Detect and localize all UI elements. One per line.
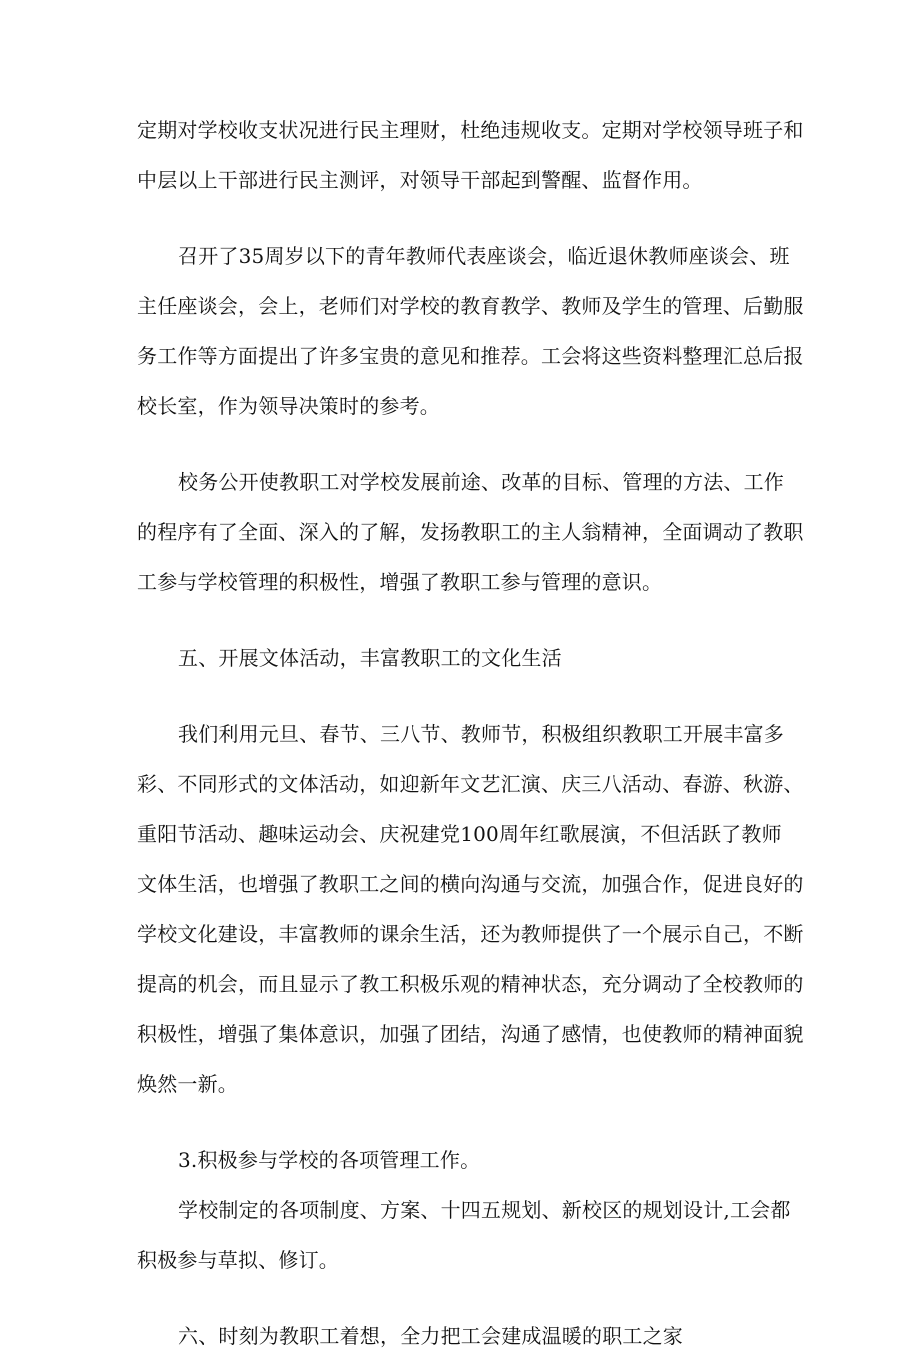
- text-line: 我们利用元旦、春节、三八节、教师节，积极组织教职工开展丰富多: [178, 722, 784, 746]
- text-line: 提高的机会，而且显示了教工积极乐观的精神状态，充分调动了全校教师的: [137, 972, 804, 996]
- text-line: 中层以上干部进行民主测评，对领导干部起到警醒、监督作用。: [137, 168, 703, 192]
- text-line: 积极性，增强了集体意识，加强了团结，沟通了感情，也使教师的精神面貌: [137, 1022, 804, 1046]
- section-heading: 六、时刻为教职工着想，全力把工会建成温暖的职工之家: [178, 1324, 683, 1348]
- text-line: 校长室，作为领导决策时的参考。: [137, 394, 440, 418]
- text-line: 积极参与草拟、修订。: [137, 1248, 339, 1272]
- text-line: 重阳节活动、趣味运动会、庆祝建党100周年红歌展演，不但活跃了教师: [137, 822, 782, 846]
- text-line: 焕然一新。: [137, 1072, 238, 1096]
- text-line: 彩、不同形式的文体活动，如迎新年文艺汇演、庆三八活动、春游、秋游、: [137, 772, 804, 796]
- text-line: 工参与学校管理的积极性，增强了教职工参与管理的意识。: [137, 570, 663, 594]
- text-line: 学校制定的各项制度、方案、十四五规划、新校区的规划设计,工会都: [178, 1198, 791, 1222]
- text-line: 定期对学校收支状况进行民主理财，杜绝违规收支。定期对学校领导班子和: [137, 118, 804, 142]
- text-line: 主任座谈会，会上，老师们对学校的教育教学、教师及学生的管理、后勤服: [137, 294, 804, 318]
- text-line: 召开了35周岁以下的青年教师代表座谈会，临近退休教师座谈会、班: [178, 244, 790, 268]
- text-line: 学校文化建设，丰富教师的课余生活，还为教师提供了一个展示自己，不断: [137, 922, 804, 946]
- text-line: 的程序有了全面、深入的了解，发扬教职工的主人翁精神，全面调动了教职: [137, 520, 804, 544]
- subsection-heading: 3.积极参与学校的各项管理工作。: [178, 1148, 481, 1172]
- text-line: 文体生活，也增强了教职工之间的横向沟通与交流，加强合作，促进良好的: [137, 872, 804, 896]
- text-line: 务工作等方面提出了许多宝贵的意见和推荐。工会将这些资料整理汇总后报: [137, 344, 804, 368]
- text-line: 校务公开使教职工对学校发展前途、改革的目标、管理的方法、工作: [178, 470, 784, 494]
- section-heading: 五、开展文体活动，丰富教职工的文化生活: [178, 646, 562, 670]
